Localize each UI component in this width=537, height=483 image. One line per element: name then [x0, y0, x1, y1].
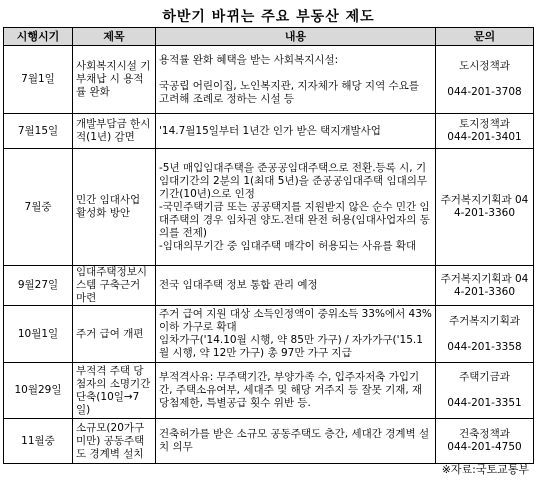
header-contact: 문의: [436, 28, 534, 46]
table-title: 하반기 바뀌는 주요 부동산 제도: [162, 9, 375, 25]
cell-name: 민간 임대사업 활성화 방안: [73, 149, 156, 266]
table-row: [4, 46, 534, 114]
cell-contact: [436, 149, 534, 266]
cell-time: 7월1일: [4, 46, 73, 114]
table-row: [4, 266, 534, 306]
cell-name: 개발부담금 한시적(1년) 감면: [73, 114, 156, 149]
cell-contact: [436, 46, 534, 114]
content-line: '14.7월15일부터 1년간 인가 받은 택지개발사업: [159, 124, 381, 137]
contact-phone: 044-201-3401: [447, 131, 522, 143]
content-line: 국공립 어린이집, 노인복지관, 지자체가 해당 지역 수요를 고려해 조례로 정하는 시설 등: [159, 79, 419, 105]
contact-dept: 주택기금과: [459, 371, 510, 383]
content-line: -5년 매입임대주택을 준공공임대주택으로 전환.등록 시, 기 임대기간의 2분의 1(최대 5년)을 준공공임대주택 임대의무기간(10년)으로 인정: [159, 161, 428, 200]
contact-phone: 044-201-3358: [447, 340, 522, 353]
contact-phone: 044-201-3351: [447, 397, 522, 409]
table-row: [4, 419, 534, 464]
cell-name: 소규모(20가구 미만) 공동주택도 경계벽 설치: [73, 419, 156, 464]
cell-contact: [436, 419, 534, 464]
cell-name: 부적격 주택 당첨자의 소명기간 단축(10일→7일): [73, 363, 156, 419]
content-line: 용적률 완화 혜택을 받는 사회복지시설:: [159, 53, 339, 66]
contact-phone: 044-201-3708: [447, 86, 522, 98]
cell-contact: [436, 266, 534, 306]
header-name: 제목: [73, 28, 156, 46]
contact-dept: 주거복지기획과: [448, 314, 520, 327]
header-content: 내용: [156, 28, 436, 46]
table-row: [4, 363, 534, 419]
content-line: 부적격사유: 무주택기간, 부양가족 수, 입주자저축 가입기간, 주택소유여부, 세대주 및 해당 거주지 등 잘못 기재, 재당첨제한, 특별공급 횟수 위반 등.: [159, 371, 423, 409]
cell-time: 7월15일: [4, 114, 73, 149]
table-row: [4, 306, 534, 363]
table-row: [4, 114, 534, 149]
content-line: 주거 급여 지원 대상 소득인정액이 중위소득 33%에서 43% 이하 가구로 확대: [159, 308, 432, 333]
cell-content: [156, 363, 436, 419]
cell-time: 10월1일: [4, 306, 73, 363]
cell-content: [156, 46, 436, 114]
cell-name: 주거 급여 개편: [73, 306, 156, 363]
cell-contact: [436, 363, 534, 419]
contact-spacer: [439, 73, 530, 86]
content-line: 건축허가를 받은 소규모 공동주택도 층간, 세대간 경계벽 설치 의무: [159, 428, 430, 453]
cell-content: [156, 266, 436, 306]
cell-contact: [436, 306, 534, 363]
contact-dept: 토지정책과: [459, 118, 510, 130]
cell-time: 7월중: [4, 149, 73, 266]
contact-spacer: [439, 328, 530, 341]
contact-dept-phone: 주거복지기획과 044-201-3360: [440, 194, 529, 219]
content-line: 임차가구('14.10월 시행, 약 85만 가구) / 자가가구('15.1월 시행, 약 12만 가구) 총 97만 가구 지급: [159, 334, 423, 359]
content-line: -임대의무기간 중 임대주택 매각이 허용되는 사유를 확대: [159, 239, 417, 252]
contact-dept: 건축정책과: [459, 428, 510, 440]
cell-content: [156, 149, 436, 266]
policy-table: [3, 27, 534, 464]
cell-time: 10월29일: [4, 363, 73, 419]
header-time: 시행시기: [4, 28, 73, 46]
cell-content: [156, 306, 436, 363]
table-row: [4, 149, 534, 266]
contact-spacer: [439, 384, 530, 397]
cell-time: 11월중: [4, 419, 73, 464]
cell-content: [156, 419, 436, 464]
contact-dept: 도시정책과: [459, 60, 510, 72]
contact-phone: 044-201-4750: [447, 441, 522, 453]
content-line: -국민주택기금 또는 공공택지를 지원받지 않은 순수 민간 임대주택의 경우 임차권 양도.전대 완전 허용(임대사업자의 동의를 전제): [159, 200, 430, 239]
cell-contact: [436, 114, 534, 149]
cell-name: 임대주택정보시스템 구축근거 마련: [73, 266, 156, 306]
cell-content: [156, 114, 436, 149]
content-line: [159, 67, 432, 80]
cell-name: 사회복지시설 기부채납 시 용적률 완화: [73, 46, 156, 114]
cell-time: 9월27일: [4, 266, 73, 306]
source-note: ※자료:국토교통부: [441, 463, 529, 476]
content-line: 전국 임대주택 정보 통합 관리 예정: [159, 279, 318, 291]
contact-dept-phone: 주거복지기획과 044-201-3360: [440, 272, 529, 298]
header-row: [4, 28, 534, 46]
